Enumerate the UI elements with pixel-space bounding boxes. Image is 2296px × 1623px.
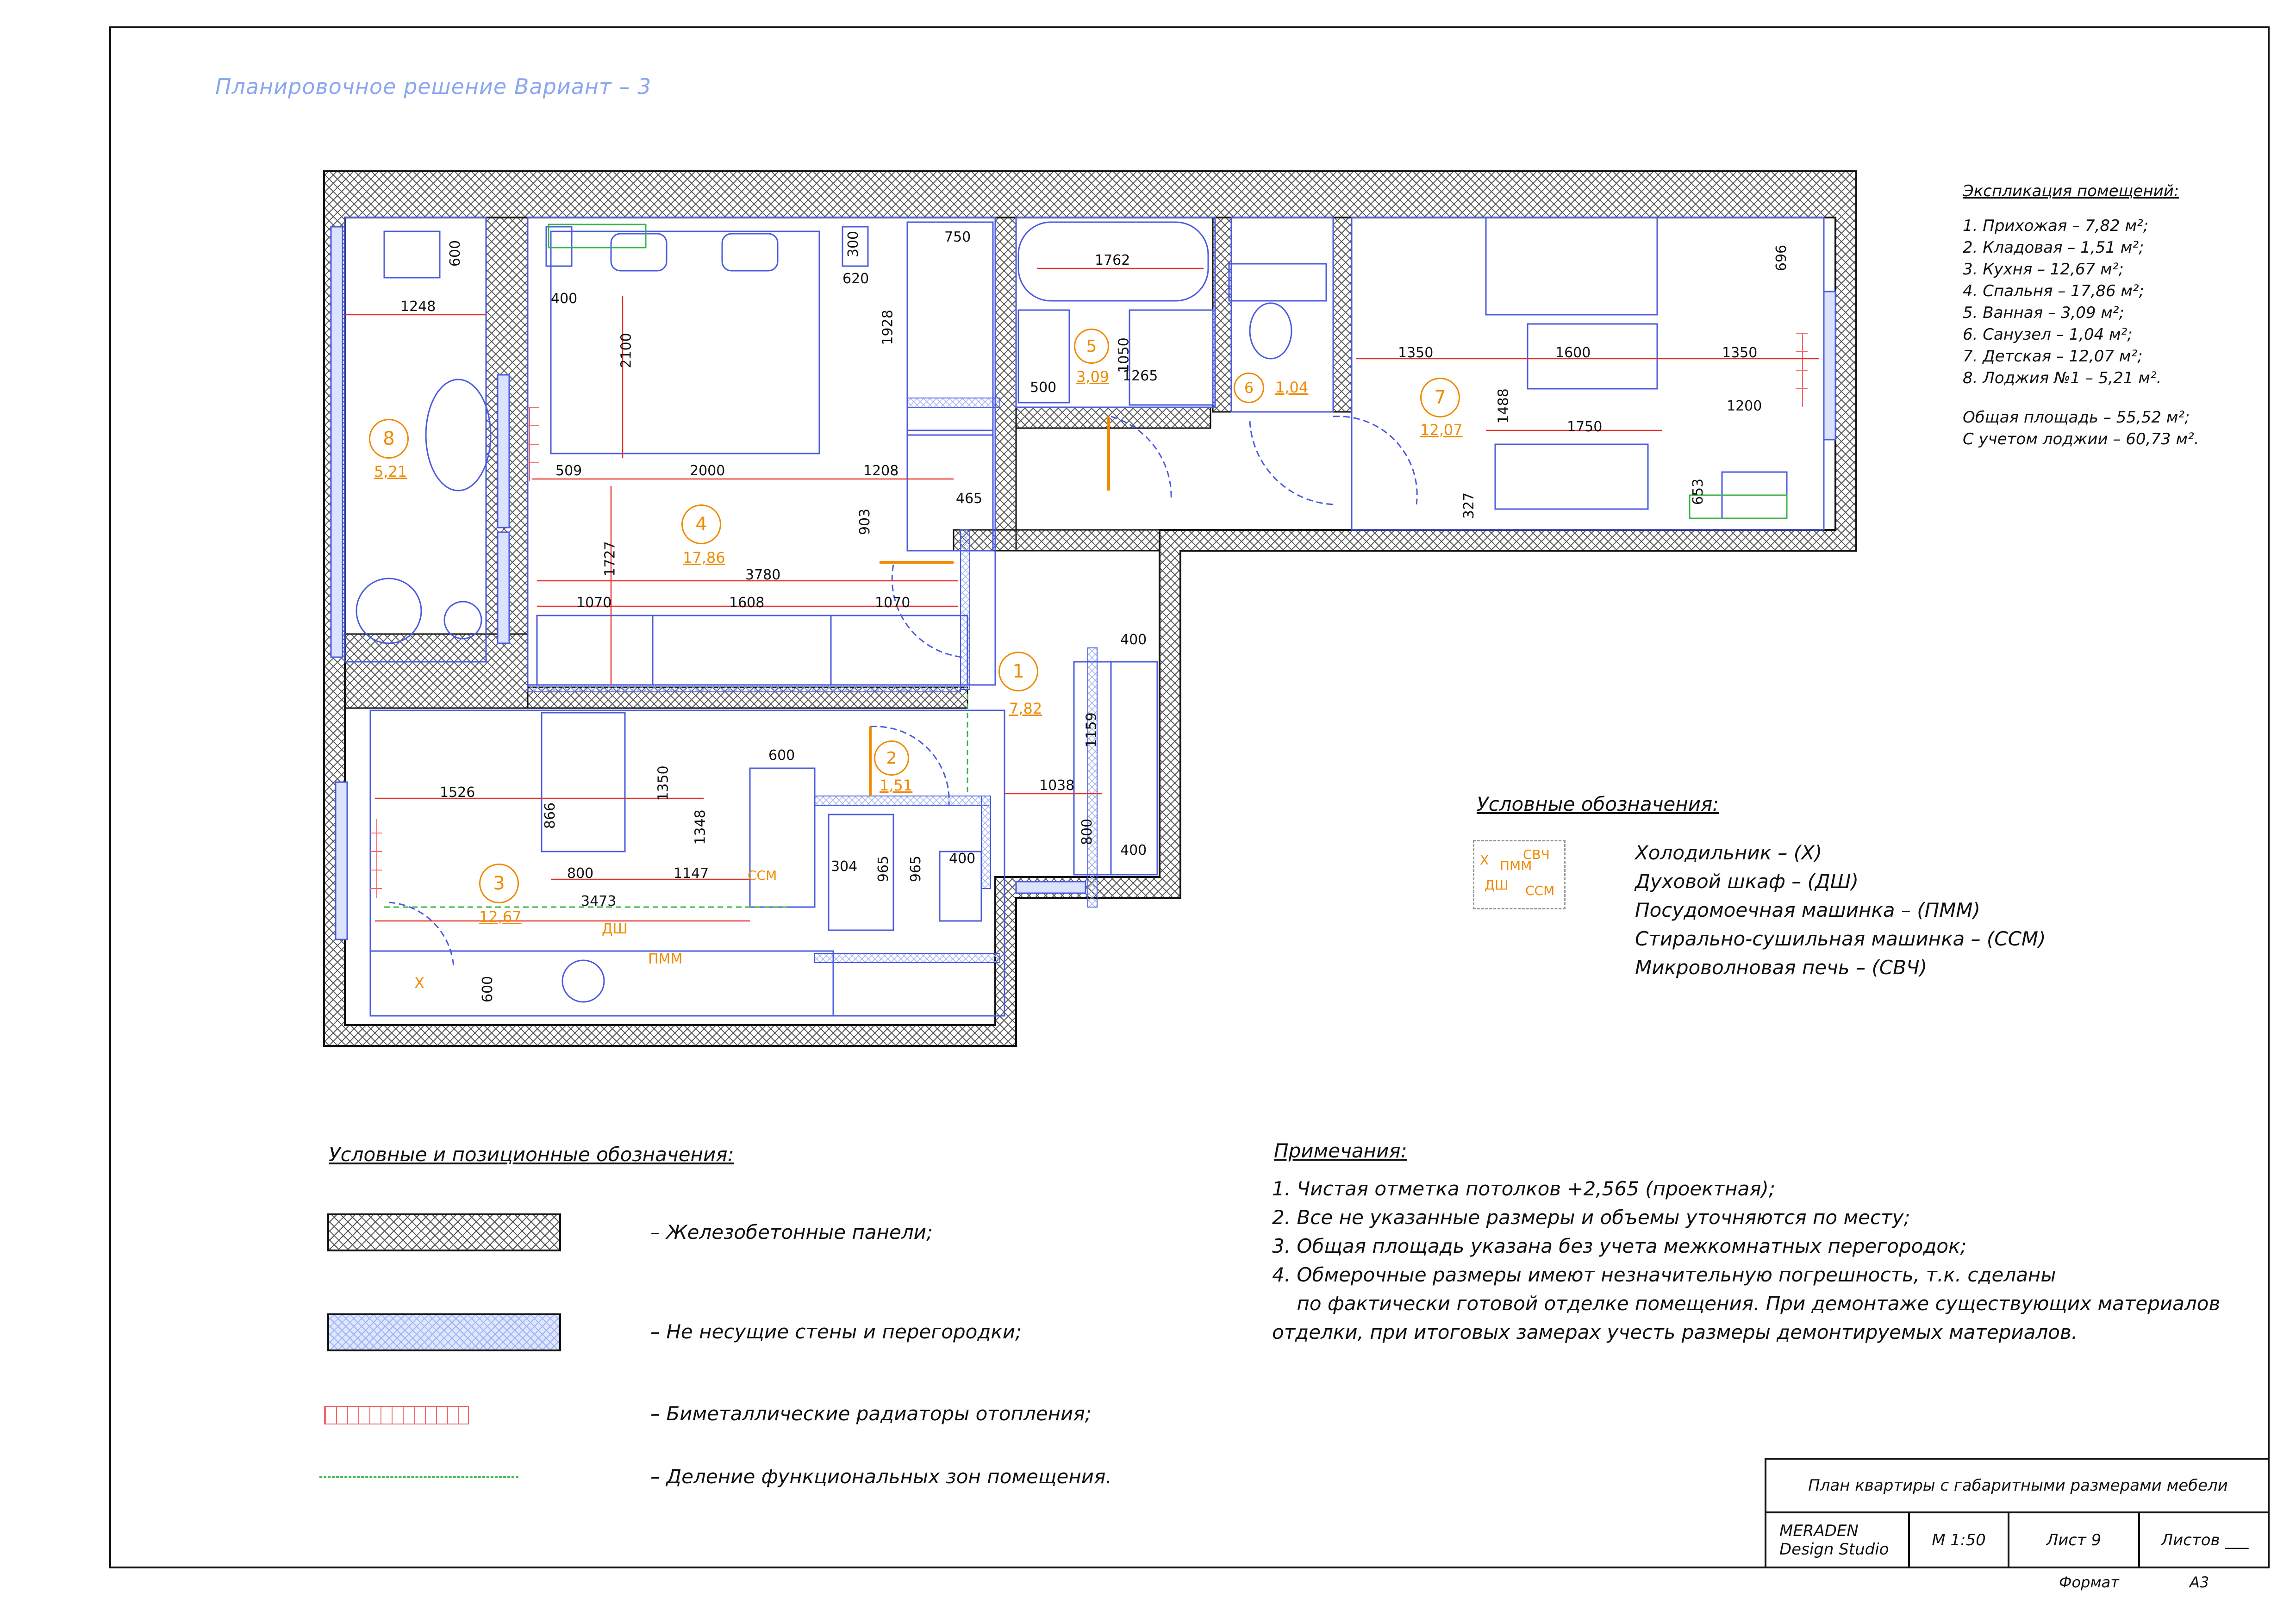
dim-label: 2100	[618, 333, 635, 368]
positional-title: Условные и позиционные обозначения:	[329, 1143, 734, 1166]
loggia-plant-pot	[444, 602, 481, 639]
wardrobe-kids	[1486, 218, 1657, 315]
room-area-8: 5,21	[374, 463, 407, 480]
dim-label: 800	[1079, 818, 1096, 846]
dim-label: 600	[768, 747, 795, 764]
room-area-3: 12,67	[479, 908, 522, 926]
dim-label: 1208	[863, 463, 899, 479]
loggia-table	[426, 379, 491, 491]
dim-label: 1050	[1116, 337, 1132, 373]
room-marker-1: 1	[998, 652, 1038, 691]
stamp-scale: М 1:50	[1910, 1511, 2009, 1568]
note-item: 4. Обмерочные размеры имеют незначительную погрешность, т.к. сделаны	[1272, 1263, 2056, 1286]
dim-label: 1526	[440, 784, 475, 801]
symbols-item: Микроволновая печь – (СВЧ)	[1635, 956, 1928, 979]
symbol-dishwasher: ПММ	[1500, 858, 1532, 873]
room-marker-3: 3	[479, 864, 519, 903]
dim-label: 600	[480, 976, 496, 1003]
dim-label: 1070	[875, 595, 911, 611]
hob	[562, 960, 604, 1002]
dim-label: 1762	[1095, 252, 1130, 268]
dim-label: 866	[542, 802, 559, 829]
dim-label: 2000	[690, 463, 725, 479]
stamp-title: План квартиры с габаритными размерами мебели	[1766, 1460, 2270, 1513]
symbol-microwave: СВЧ	[1523, 847, 1550, 862]
bed-kids	[1528, 324, 1657, 389]
room-area-4: 17,86	[683, 549, 725, 566]
explication-item: 6. Санузел – 1,04 м²;	[1963, 325, 2133, 344]
format-label: Формат	[2059, 1573, 2119, 1591]
loggia-outline	[345, 218, 486, 662]
stamp-studio-subtitle: Design Studio	[1779, 1540, 1889, 1559]
kids-room-outline	[1352, 218, 1824, 530]
symbols-title: Условные обозначения:	[1477, 793, 1719, 815]
explication-item: 7. Детская – 12,07 м²;	[1963, 347, 2143, 366]
symbol-fridge: Х	[1480, 852, 1489, 868]
dim-label: 300	[845, 230, 862, 258]
room-area-7: 12,07	[1420, 421, 1463, 439]
dim-label: 3473	[581, 893, 617, 909]
dim-label: 509	[555, 463, 582, 479]
legend-radiator-label: – Биметаллические радиаторы отопления;	[650, 1402, 1092, 1425]
dim-label: 600	[447, 240, 464, 267]
dim-label: 1200	[1727, 398, 1762, 414]
explication-total: Общая площадь – 55,52 м²;	[1963, 408, 2190, 427]
dim-label: 750	[944, 229, 971, 245]
room-area-2: 1,51	[880, 777, 913, 794]
title-block	[1765, 1458, 2270, 1568]
toilet	[1250, 303, 1292, 359]
room-area-5: 3,09	[1076, 368, 1110, 386]
stamp-sheet: Лист 9	[2009, 1511, 2140, 1568]
dim-label: 500	[1030, 379, 1057, 396]
room-marker-8: 8	[369, 419, 409, 459]
symbols-item: Духовой шкаф – (ДШ)	[1635, 870, 1859, 893]
dim-label: 304	[831, 858, 858, 875]
explication-item: 4. Спальня – 17,86 м²;	[1963, 282, 2144, 300]
room-marker-2: 2	[874, 740, 909, 776]
dim-label: 903	[857, 508, 873, 535]
explication-item: 2. Кладовая – 1,51 м²;	[1963, 238, 2144, 257]
cistern	[1229, 264, 1326, 301]
dim-label: 620	[842, 271, 869, 287]
dim-label: 653	[1690, 478, 1707, 505]
legend-radiator-swatch	[324, 1406, 469, 1424]
washer-label: ССМ	[748, 868, 777, 883]
legend-partition-label: – Не несущие стены и перегородки;	[650, 1320, 1022, 1343]
dim-label: 327	[1461, 492, 1478, 519]
stamp-studio	[1766, 1511, 1910, 1568]
format-value: А3	[2190, 1573, 2209, 1591]
dim-label: 1928	[880, 310, 896, 345]
note-item: 1. Чистая отметка потолков +2,565 (проектная);	[1272, 1177, 1776, 1200]
explication-item: 5. Ванная – 3,09 м²;	[1963, 304, 2125, 322]
oven-label: ДШ	[602, 921, 628, 937]
explication-total-loggia: С учетом лоджии – 60,73 м².	[1963, 430, 2199, 448]
dishwasher-label: ПММ	[648, 951, 683, 967]
dim-label: 1350	[1398, 345, 1434, 361]
dim-label: 400	[1120, 632, 1147, 648]
dim-label: 1750	[1567, 419, 1603, 435]
explication-item: 8. Лоджия №1 – 5,21 м².	[1963, 369, 2162, 387]
dim-label: 400	[1120, 842, 1147, 858]
dim-label: 696	[1773, 244, 1790, 272]
dim-label: 400	[551, 291, 578, 307]
legend-zone-label: – Деление функциональных зон помещения.	[650, 1465, 1112, 1488]
stamp-studio-name: MERADEN	[1779, 1521, 1859, 1540]
room-marker-4: 4	[681, 504, 721, 544]
notes-title: Примечания:	[1274, 1139, 1407, 1162]
bed	[551, 231, 819, 454]
room-area-1: 7,82	[1009, 700, 1042, 717]
explication-item: 3. Кухня – 12,67 м²;	[1963, 260, 2124, 279]
nightstand	[546, 227, 572, 266]
pillow	[722, 234, 778, 271]
pillow	[611, 234, 667, 271]
symbol-oven: ДШ	[1485, 877, 1509, 893]
desk-kids	[1495, 444, 1648, 509]
dining-table	[542, 713, 625, 852]
legend-zone-swatch	[319, 1476, 518, 1478]
note-item: отделки, при итоговых замерах учесть размеры демонтируемых материалов.	[1272, 1321, 2078, 1343]
legend-partition-swatch	[327, 1313, 561, 1351]
explication-item: 1. Прихожая – 7,82 м²;	[1963, 217, 2149, 235]
dim-label: 1608	[729, 595, 765, 611]
plan-title: Планировочное решение Вариант – 3	[215, 74, 652, 99]
dim-label: 1727	[602, 541, 618, 577]
dim-label: 1350	[1722, 345, 1758, 361]
symbol-washer: ССМ	[1525, 883, 1555, 898]
note-item: 3. Общая площадь указана без учета межкомнатных перегородок;	[1272, 1235, 1967, 1257]
dim-label: 1265	[1123, 368, 1158, 384]
dim-label: 1350	[655, 765, 672, 801]
symbols-list	[1635, 839, 2046, 982]
symbols-item: Стирально-сушильная машинка – (ССМ)	[1635, 927, 2046, 950]
fridge-label: Х	[414, 974, 424, 992]
dim-label: 3780	[745, 567, 781, 583]
zone-marker	[549, 224, 646, 248]
dim-label: 1348	[692, 809, 709, 845]
dim-label: 1159	[1083, 712, 1100, 748]
dim-label: 1147	[674, 865, 709, 882]
explication-title: Экспликация помещений:	[1963, 182, 2179, 200]
dim-label: 1600	[1555, 345, 1591, 361]
notes-list	[1272, 1175, 2220, 1347]
note-item: 2. Все не указанные размеры и объемы уточняются по месту;	[1272, 1206, 1910, 1229]
room-marker-6: 6	[1234, 373, 1264, 403]
note-item: по фактически готовой отделке помещения. При демонтаже существующих материалов	[1272, 1292, 2221, 1315]
dim-label: 400	[949, 851, 976, 867]
room-area-6: 1,04	[1275, 379, 1309, 396]
room-marker-7: 7	[1420, 378, 1460, 417]
legend-concrete-swatch	[327, 1213, 561, 1251]
symbols-item: Посудомоечная машинка – (ПММ)	[1635, 899, 1981, 921]
dim-label: 965	[908, 855, 924, 883]
legend-concrete-label: – Железобетонные панели;	[650, 1221, 933, 1244]
dim-label: 1070	[576, 595, 612, 611]
kitchen-column	[750, 768, 815, 907]
dim-label: 800	[567, 865, 594, 882]
room-marker-5: 5	[1074, 329, 1109, 364]
dim-label: 1038	[1039, 777, 1075, 794]
stamp-sheets: Листов ___	[2161, 1530, 2249, 1549]
explication	[1963, 180, 2199, 450]
dim-label: 965	[875, 855, 892, 883]
vanity	[1129, 310, 1213, 405]
kitchen-counter	[370, 951, 833, 1016]
bathroom-outline	[1016, 218, 1215, 407]
sideboard	[537, 616, 967, 685]
loggia-desk	[384, 231, 440, 278]
dim-label: 1488	[1495, 388, 1512, 424]
symbols-item: Холодильник – (Х)	[1635, 841, 1822, 864]
dim-label: 465	[956, 491, 983, 507]
symbols-box	[1473, 840, 1566, 909]
dim-label: 1248	[400, 298, 436, 315]
